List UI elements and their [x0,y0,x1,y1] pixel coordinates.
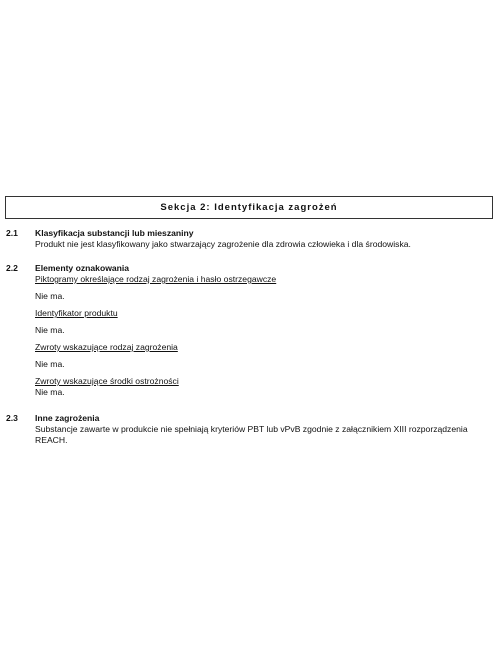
subsection-2-3 [6,413,490,446]
item-heading-pictograms: Piktogramy określające rodzaj zagrożenia i hasło ostrzegawcze [35,274,277,284]
item-value: Nie ma. [35,325,65,335]
subsection-title: Klasyfikacja substancji lub mieszaniny [35,228,194,238]
item-value: Nie ma. [35,291,65,301]
item-value: Nie ma. [35,387,65,397]
subsection-number: 2.2 [6,263,18,273]
subsection-2-1 [6,228,490,250]
item-heading-product-identifier: Identyfikator produktu [35,308,118,318]
section-title: Sekcja 2: Identyfikacja zagrożeń [5,196,493,219]
subsection-text: Substancje zawarte w produkcie nie spełniają kryteriów PBT lub vPvB zgodnie z załącznikiem XIII rozporządzenia REACH. [35,424,468,445]
item-heading-precautionary-statements: Zwroty wskazujące środki ostrożności [35,376,179,386]
subsection-number: 2.3 [6,413,18,423]
item-heading-hazard-statements: Zwroty wskazujące rodzaj zagrożenia [35,342,178,352]
subsection-text: Produkt nie jest klasyfikowany jako stwarzający zagrożenie dla zdrowia człowieka i dla środowiska. [35,239,411,249]
subsection-2-2 [6,263,490,398]
subsection-title: Inne zagrożenia [35,413,100,423]
subsection-title: Elementy oznakowania [35,263,130,273]
subsection-number: 2.1 [6,228,18,238]
item-value: Nie ma. [35,359,65,369]
